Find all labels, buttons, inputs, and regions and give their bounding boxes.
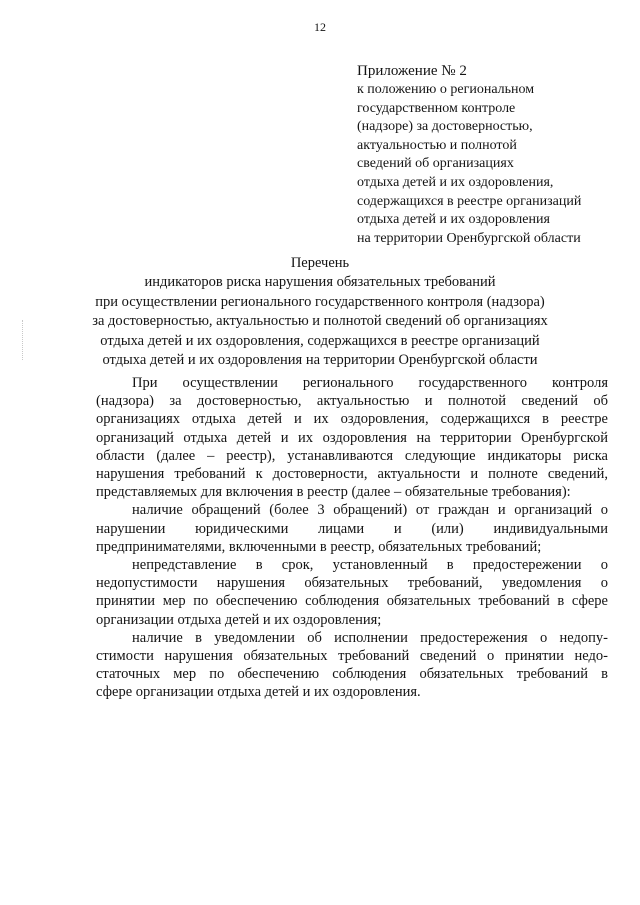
heading-title: Перечень xyxy=(290,255,350,271)
text-line: стимости нарушения обязательных требований сведений о принятии недо- xyxy=(96,648,608,665)
text-line: организациях отдыха детей и их оздоровления, содержащихся в реестре xyxy=(96,411,608,428)
appendix-line: актуальностью и полнотой xyxy=(357,137,517,153)
intro-paragraph xyxy=(96,374,608,501)
appendix-line: на территории Оренбургской области xyxy=(357,230,581,246)
appendix-line: государственном контроле xyxy=(357,100,516,116)
appendix-line: содержащихся в реестре организаций xyxy=(357,193,582,209)
text-line: недопустимости нарушения обязательных требований, уведомления о xyxy=(96,575,608,592)
appendix-line: отдыха детей и их оздоровления, xyxy=(357,174,554,190)
text-line: наличие в уведомлении об исполнении предостережения о недопу- xyxy=(132,629,608,646)
heading-line: за достоверностью, актуальностью и полнотой сведений об организациях xyxy=(92,313,548,330)
text-line: представляемых для включения в реестр (далее – обязательные требования): xyxy=(96,484,571,501)
heading-line: отдыха детей и их оздоровления, содержащихся в реестре организаций xyxy=(100,332,540,349)
appendix-line: (надзоре) за достоверностью, xyxy=(357,119,533,135)
indicator-item-3 xyxy=(96,629,608,702)
indicator-item-2 xyxy=(96,556,608,629)
document-heading xyxy=(0,254,640,370)
text-line: принятии мер по обеспечению соблюдения обязательных требований в сфере xyxy=(96,593,608,610)
heading-line: отдыха детей и их оздоровления на территории Оренбургской области xyxy=(102,352,538,369)
text-line: нарушении юридическими лицами и (или) индивидуальными xyxy=(96,520,608,537)
text-line: области (далее – реестр), устанавливаются следующие индикаторы риска xyxy=(96,447,608,464)
heading-line: индикаторов риска нарушения обязательных требований xyxy=(144,274,496,291)
page-number: 12 xyxy=(314,20,326,34)
text-line: (надзора) за достоверностью, актуальностью и полнотой сведений об xyxy=(96,393,608,410)
appendix-line: сведений об организациях xyxy=(357,156,514,172)
text-line: организаций отдыха детей и их оздоровления на территории Оренбургской xyxy=(96,429,608,446)
text-line: наличие обращений (более 3 обращений) от граждан и организаций о xyxy=(132,502,608,519)
text-line: сфере организации отдыха детей и их оздоровления. xyxy=(96,684,421,701)
text-line: нарушения требований к достоверности, актуальности и полноте сведений, xyxy=(96,466,608,483)
text-line: непредставление в срок, установленный в предостережении о xyxy=(132,557,608,574)
indicator-item-1 xyxy=(96,501,608,556)
text-line: статочных мер по обеспечению соблюдения обязательных требований в xyxy=(96,666,608,683)
heading-line: при осуществлении регионального государственного контроля (надзора) xyxy=(95,293,545,310)
text-line: При осуществлении регионального государственного контроля xyxy=(132,375,608,391)
appendix-line: к положению о региональном xyxy=(357,82,535,97)
text-line: предпринимателями, включенными в реестр, обязательных требований; xyxy=(96,538,542,555)
text-line: организации отдыха детей и их оздоровления; xyxy=(96,611,382,628)
appendix-line: отдыха детей и их оздоровления xyxy=(357,212,550,228)
appendix-title: Приложение № 2 xyxy=(357,63,467,79)
document-body xyxy=(96,374,608,702)
appendix-block xyxy=(357,62,627,248)
